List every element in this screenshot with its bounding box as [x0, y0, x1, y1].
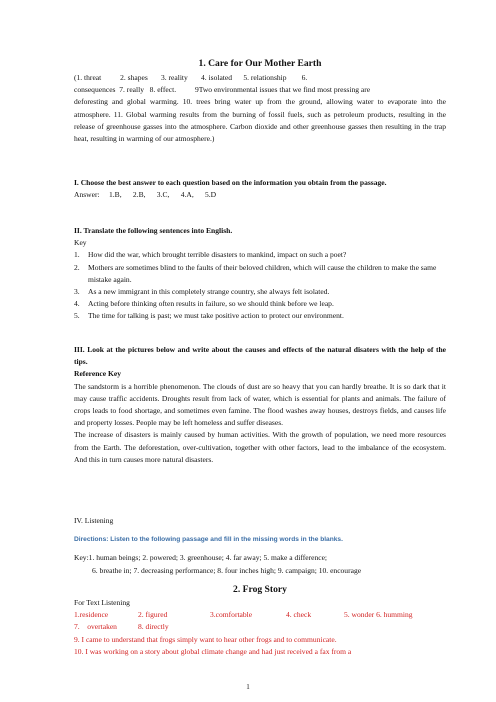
section-3-reference-key: Reference Key [74, 369, 122, 379]
answer-item: 5. wonder 6. humming [344, 610, 413, 620]
section-1-answer: Answer: 1.B, 2.B, 3.C, 4.A, 5.D [74, 190, 217, 200]
answer-item: 1.residence [74, 610, 109, 620]
answer-item: 8. directly [138, 622, 169, 632]
section-4-heading: IV. Listening [74, 516, 114, 525]
intro-line-1: (1. threat 2. shapes 3. reality 4. isolated 5. relationship 6. [74, 73, 308, 82]
section-1 [74, 177, 446, 201]
frog-story-listening-heading: For Text Listening [74, 598, 130, 607]
section-2 [74, 225, 446, 323]
answer-item: 4. check [286, 610, 312, 620]
section-1-heading: I. Choose the best answer to each question based on the information you obtain from the passage. [74, 178, 387, 187]
section-2-heading: II. Translate the following sentences into English. [74, 226, 233, 235]
intro-line-2: consequences 7. really 8. effect. 9Two environmental issues that we find most pressing are [74, 85, 371, 95]
frog-answer-10: 10. I was working on a story about global climate change and had just received a fax from a [74, 646, 352, 656]
section-title-frog-story: 2. Frog Story [233, 584, 287, 595]
section-4 [74, 515, 446, 577]
list-item: 3. As a new immigrant in this completely strange country, she always felt isolated. [74, 287, 330, 297]
list-item: 5. The time for talking is past; we must take positive action to protect our environment. [74, 311, 344, 321]
answer-item: 2. figured [138, 610, 168, 620]
section-3-heading: III. Look at the pictures below and write about the causes and effects of the natural disaters with the help of the tips. [74, 345, 446, 367]
section-3-paragraph-2: The increase of disasters is mainly caused by human activities. With the growth of population, we need more resources from the Earth. The deforestation, over-cultivation, together with other factors, lead to the imbalance of the ecosystem. And this in turn causes more natural disasters. [74, 430, 446, 464]
frog-answers-row-1 [74, 609, 446, 621]
frog-answer-9: 9. I came to understand that frogs simply want to hear other frogs and to communicate. [74, 634, 337, 644]
frog-story-listening [74, 597, 446, 658]
frog-answers-row-2 [74, 621, 446, 633]
answer-item: 3.comfortable [210, 610, 253, 620]
list-item: 2. Mothers are sometimes blind to the faults of their beloved children, which will cause the children to make the same mistake again. [74, 262, 437, 284]
page-number: 1 [246, 683, 250, 691]
translation-list [74, 249, 446, 322]
section-title-care-for-mother-earth: 1. Care for Our Mother Earth [198, 58, 322, 69]
section-3-paragraph-1: The sandstorm is a horrible phenomenon. The clouds of dust are so heavy that you can hardly breathe. It is so dark that it may cause traffic accidents. Droughts result from lack of water, which is essential for plants and animals. The failure of crops leads to food shortage, and sometimes even famine. The flood washes away houses, destroys fields, and causes life and property losses. People may be left homeless and suffer diseases. [74, 381, 446, 428]
intro-answers-block [74, 72, 446, 145]
section-3 [74, 344, 446, 466]
list-item: 1. How did the war, which brought terrible disasters to mankind, impact on such a poet? [74, 250, 347, 260]
section-2-key-label: Key [74, 238, 87, 248]
section-4-key-line-2: 6. breathe in; 7. decreasing performance; 8. four inches high; 9. campaign; 10. encourage [92, 565, 362, 575]
section-4-directions: Directions: Listen to the following passage and fill in the missing words in the blanks. [74, 535, 343, 543]
answer-item: 7. overtaken [74, 622, 117, 632]
list-item: 4. Acting before thinking often results in failure, so we should think before we leap. [74, 299, 334, 309]
section-4-key-line-1: Key:1. human beings; 2. powered; 3. greenhouse; 4. far away; 5. make a difference; [74, 553, 328, 563]
intro-paragraph: deforesting and global warming. 10. trees bring water up from the ground, allowing water to evaporate into the atmosphere. 11. Global warming results from the burning of fossil fuels, such as petroleum products, resulting in the release of greenhouse gasses into the atmosphere. Carbon dioxide and other greenhouse gasses then resulting in the trap heat, resulting in warming of our atmosphere.) [74, 97, 446, 144]
